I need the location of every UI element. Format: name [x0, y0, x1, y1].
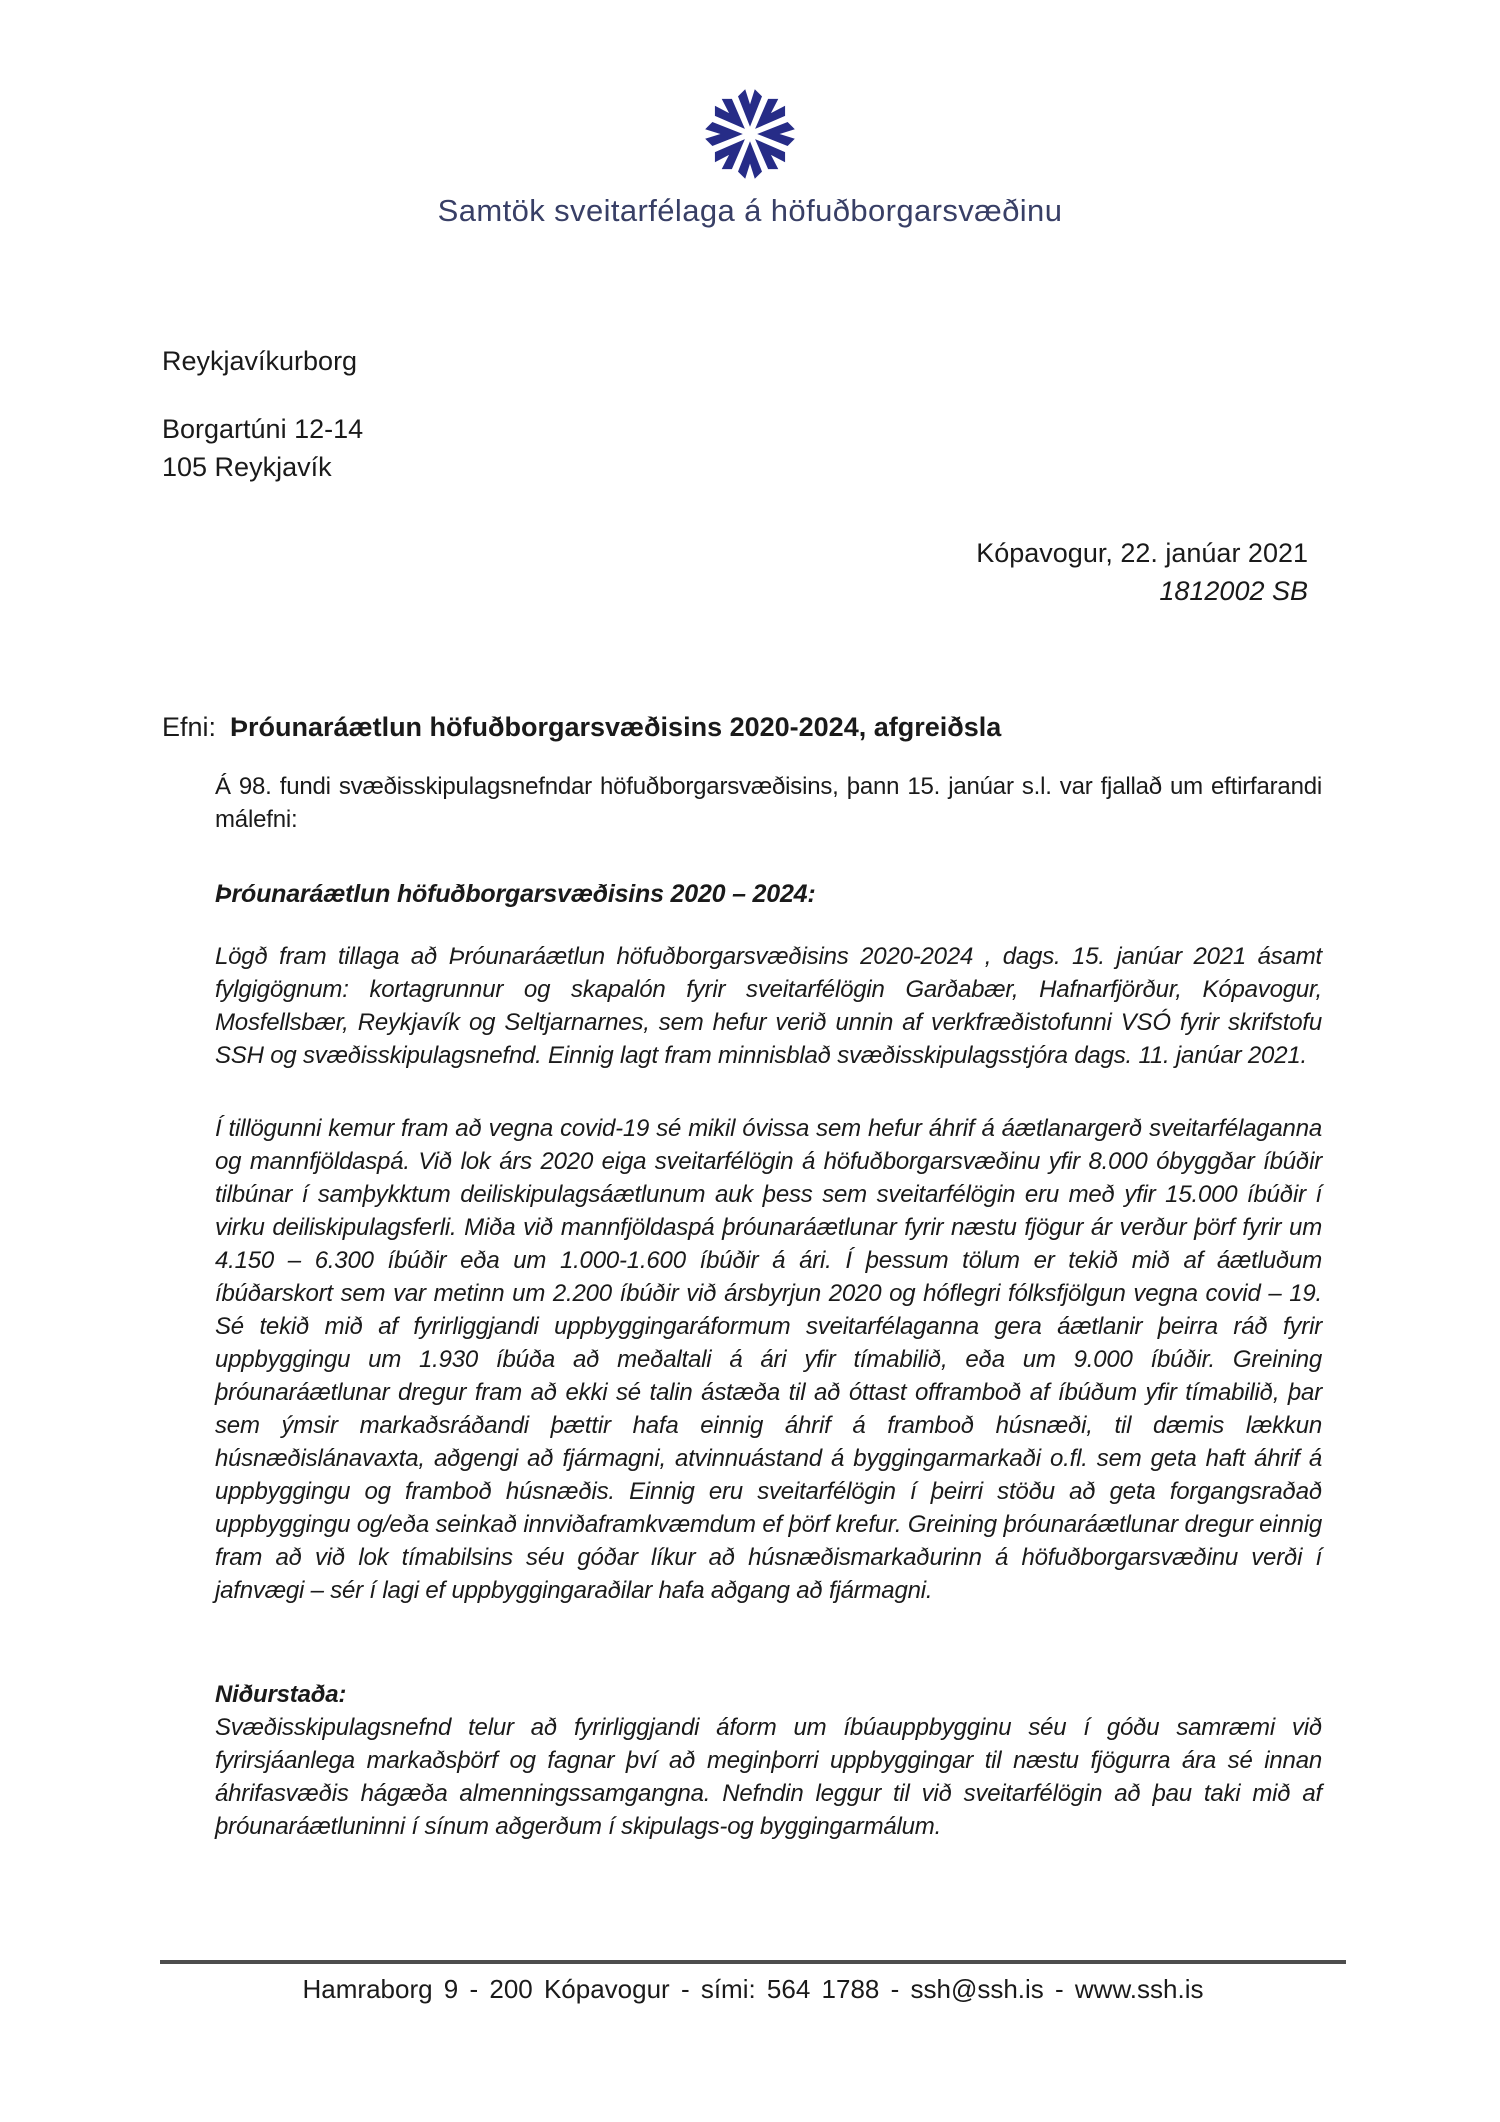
org-name: Samtök sveitarfélaga á höfuðborgarsvæðinu — [437, 193, 1063, 228]
recipient-address-line2: 105 Reykjavík — [162, 452, 332, 482]
dateline-block — [976, 534, 1308, 610]
recipient-name: Reykjavíkurborg — [162, 346, 358, 376]
minutes-paragraph-1: Lögð fram tillaga að Þróunaráætlun höfuðborgarsvæðisins 2020-2024 , dags. 15. janúar 2021 ásamt fylgigögnum: kortagrunnur og skapalón fyrir sveitarfélögin Garðabær, Hafnarfjörður, Kópavogur, Mosfellsbær, Reykjavík og Seltjarnarnes, sem hefur verið unnin af verkfræðistofunni VSÓ fyrir skrifstofu SSH og svæðisskipulagsnefnd. Einnig lagt fram minnisblað svæðisskipulagsstjóra dags. 11. janúar 2021. — [215, 943, 1322, 1069]
footer-rule — [160, 1960, 1346, 1964]
conclusion-block — [215, 1678, 1322, 1843]
conclusion-heading: Niðurstaða: — [215, 1681, 347, 1708]
recipient-address-line1: Borgartúni 12-14 — [162, 414, 364, 444]
intro-paragraph: Á 98. fundi svæðisskipulagsnefndar höfuðborgarsvæðisins, þann 15. janúar s.l. var fjallað um eftirfarandi málefni: — [215, 773, 1322, 833]
subject-text: Þróunaráætlun höfuðborgarsvæðisins 2020-2024, afgreiðsla — [230, 712, 1002, 742]
dateline-place-date: Kópavogur, 22. janúar 2021 — [976, 538, 1308, 568]
subject-label: Efni: — [162, 712, 217, 742]
letterhead — [0, 86, 1500, 229]
footer-contact: Hamraborg 9 - 200 Kópavogur - sími: 564 1788 - ssh@ssh.is - www.ssh.is — [302, 1974, 1204, 2004]
minutes-item-heading: Þróunaráætlun höfuðborgarsvæðisins 2020 – 2024: — [215, 880, 816, 908]
ssh-logo-icon — [702, 86, 798, 182]
recipient-block — [162, 342, 363, 486]
subject-line — [162, 712, 1001, 743]
dateline-reference: 1812002 SB — [1159, 576, 1308, 606]
minutes-paragraph-2: Í tillögunni kemur fram að vegna covid-19 sé mikil óvissa sem hefur áhrif á áætlanargerð sveitarfélaganna og mannfjöldaspá. Við lok árs 2020 eiga sveitarfélögin á höfuðborgarsvæðinu yfir 8.000 óbyggðar íbúðir tilbúnar í samþykktum deiliskipulagsáætlunum auk þess sem sveitarfélögin eru með yfir 15.000 íbúðir í virku deiliskipulagsferli. Miða við mannfjöldaspá þróunaráætlunar fyrir næstu fjögur ár verður þörf fyrir um 4.150 – 6.300 íbúðir eða um 1.000-1.600 íbúðir á ári. Í þessum tölum er tekið mið af áætluðum íbúðarskort sem var metinn um 2.200 íbúðir við ársbyrjun 2020 og hóflegri fólksfjölgun vegna covid – 19. Sé tekið mið af fyrirliggjandi uppbyggingaráformum sveitarfélaganna gera áætlanir þeirra ráð fyrir uppbyggingu um 1.930 íbúða að meðaltali á ári yfir tímabilið, eða um 9.000 íbúðir. Greining þróunaráætlunar dregur fram að ekki sé talin ástæða til að óttast offramboð af íbúðum yfir tímabilið, þar sem ýmsir markaðsráðandi þættir hafa einnig áhrif á framboð húsnæði, til dæmis lækkun húsnæðislánavaxta, aðgengi að fjármagni, atvinnuástand á byggingarmarkaði o.fl. sem geta haft áhrif á uppbyggingu og framboð húsnæðis. Einnig eru sveitarfélögin í þeirri stöðu að geta forgangsraðað uppbyggingu og/eða seinkað innviðaframkvæmdum ef þörf krefur. Greining þróunaráætlunar dregur einnig fram að við lok tímabilsins séu góðar líkur að húsnæðismarkaðurinn á höfuðborgarsvæðinu verði í jafnvægi – sér í lagi ef uppbyggingaraðilar hafa aðgang að fjármagni. — [215, 1115, 1322, 1604]
conclusion-paragraph: Svæðisskipulagsnefnd telur að fyrirliggjandi áform um íbúauppbygginu séu í góðu samræmi við fyrirsjáanlega markaðsþörf og fagnar því að meginþorri uppbyggingar til næstu fjögurra ára sé innan áhrifasvæðis hágæða almenningssamgangna. Nefndin leggur til við sveitarfélögin að þau taki mið af þróunaráætluninni í sínum aðgerðum í skipulags-og byggingarmálum. — [215, 1714, 1322, 1840]
